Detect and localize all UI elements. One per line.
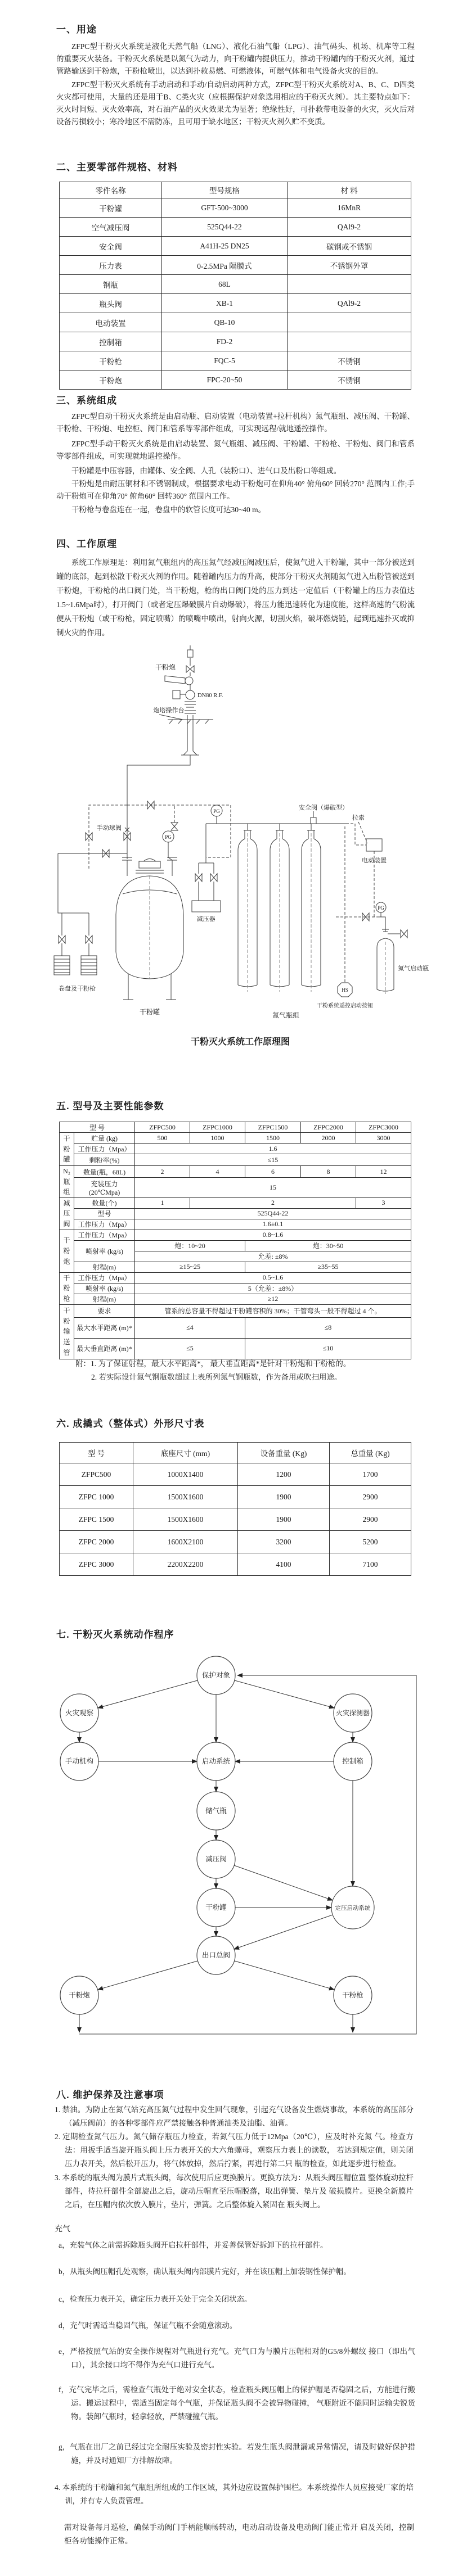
cell: 瓶头阀 [60,294,162,313]
table-row [60,370,411,390]
node-protected-object: 保护对象 [201,1671,231,1679]
action-sequence-flowchart [53,1650,436,2047]
cell: QAl9-2 [288,294,411,313]
electric-device-label: 电动装置 [362,857,387,864]
cell: 5200 [330,1531,411,1553]
cell: QAl9-2 [288,218,411,237]
cell: 2900 [330,1508,411,1531]
cell: 7100 [330,1553,411,1576]
cell: ≤4 [135,1317,245,1338]
group-n2: N₂瓶组 [60,1166,74,1198]
cell: 炮：10~20 [135,1240,245,1251]
row-label: 工作压力（Mpa） [74,1272,135,1283]
pg1-label: PG [165,834,172,840]
cell: 压力表 [60,256,162,275]
cell: 525Q44-22 [135,1208,411,1219]
cell: 0.8~1.6 [135,1230,411,1240]
item-letter: a， [59,2241,70,2249]
row-label: 射程(m) [74,1294,135,1304]
table-row [60,1272,411,1283]
cell: 1.6±0.1 [135,1219,411,1230]
row-label: 工作压力（Mpa） [74,1230,135,1240]
reel-gun-label: 卷盘及干粉枪 [59,986,96,992]
table-row [60,1508,411,1531]
charging-item-e [59,2345,415,2372]
cell: ≥15~25 [135,1262,245,1272]
cell: ≥12 [135,1294,411,1304]
item-text: 充气完毕之后，需检查气瓶处于绝对安全状态，检查瓶头阀压帽上的保护帽是否稳固之后，方能进行搬运。搬运过程中，需适当固定每个气瓶，并保证瓶头阀不会被异物碰撞， 气瓶附近不能同时运输尖锐货物。装卸气瓶时，轻拿轻放，严禁碰撞气瓶。 [69,2385,416,2421]
item-letter: c， [59,2295,70,2303]
n2-group-label: 氮气瓶组 [272,1011,300,1019]
row-label: 型号 [74,1208,135,1219]
col-equipment-weight: 设备重量 (Kg) [238,1443,330,1463]
node-manual-mechanism: 手动机构 [65,1757,94,1765]
node-powder-cannon: 干粉炮 [69,1991,90,1999]
item-letter: f， [59,2385,69,2394]
cell: 1000X1400 [133,1463,238,1486]
table-row [60,1133,411,1144]
charging-item-d [59,2319,415,2333]
cell: 炮：30~50 [245,1240,411,1251]
node-constant-pressure-start: 定压启动系统 [335,1905,371,1911]
item-text: 充气时需适当稳固气瓶，保证气瓶不会随意滚动。 [70,2321,237,2330]
cell: 1600X2100 [133,1531,238,1553]
group-pipe: 干粉输送管 [60,1304,74,1359]
table-row [60,1317,411,1338]
col-total-weight: 总重量 (Kg) [330,1443,411,1463]
cell: ≤10 [245,1338,411,1359]
cell: 0-2.5MPa 隔膜式 [162,256,288,275]
reducer-symbol [192,824,221,912]
cell: GFT-500~3000 [162,198,288,218]
table-row [60,1294,411,1304]
cell: 2000 [301,1133,356,1144]
cell: ZFPC 1000 [60,1486,133,1508]
cell: QB-10 [162,313,288,332]
node-start-system: 启动系统 [201,1757,231,1765]
row-label: 工作压力（Mpa） [74,1219,135,1230]
table-note-1: 附：1. 为了保证射程，最大水平距离*， 最大垂直距离*是针对干粉炮和干粉枪的。 [75,1359,351,1368]
table-note-2: 2. 若实际设计氮气钢瓶数超过上表所列氮气钢瓶数，作为备用或吹扫用途。 [91,1373,342,1381]
table-row [60,1197,411,1208]
model-header: 型 号 [60,1122,135,1133]
node-reducing-valve: 减压阀 [205,1855,227,1863]
model-col: ZFPC2000 [301,1122,356,1133]
group-cannon: 干粉炮 [60,1230,74,1272]
charging-subheading: 充气 [55,2225,70,2234]
table-row [60,332,411,351]
section-3-heading: 三、系统组成 [56,395,117,406]
charging-item-a [59,2239,415,2252]
item-letter: g， [59,2443,70,2451]
maintenance-item-2 [55,2130,414,2171]
final-paragraph: 需对设备每月巡检，确保手动阀门手柄能顺畅转动，电动启动设备及电动阀门能正常开 启及关闭，控制柜各功能操作正常。 [64,2523,414,2545]
row-label: 工作压力（Mpa） [74,1144,135,1154]
section-3-paragraph-4: 干粉炮是由耐压铜材和不锈钢制成，根据要求电动干粉炮可在仰角40° 俯角60° 回转270° 范围内工作;手动干粉炮可在仰角70° 俯角60° 回转360° 范围内工作。 [56,480,415,500]
charging-item-c [59,2293,415,2306]
maintenance-item-4 [55,2481,414,2508]
cell: ≤15 [135,1154,411,1166]
cell: 不锈钢外罩 [288,256,411,275]
cell: 1700 [330,1463,411,1486]
item-text: 检查压力表开关，确定压力表开关处于完全关闭状态。 [69,2295,252,2303]
table-row [60,1553,411,1576]
cell: 4100 [238,1553,330,1576]
cell: ZFPC500 [60,1463,133,1486]
cell [288,275,411,294]
section-3-paragraph-3: 干粉罐是中压容器，由罐体、安全阀、人孔（装粉口）、进气口及出粉口等组成。 [71,467,342,475]
table-row [60,1240,411,1251]
section-1-paragraph-2: ZFPC型干粉灭火系统有手动启动和手动/自动启动两种方式，ZFPC型干粉灭火系统对A、B、C、D四类火灾都可使用，大量的还是用于B、C类火灾（应根据保护对象选用相应的干粉灭火剂）。其主要特点如下：灭火时间短、灭火效率高，对石油产品的灭火效果尤为显著；绝缘性好，可扑救带电设备的火灾，灭火后对设备污损较小；寒冷地区不需防冻，且可用于缺水地区；干粉灭火剂久贮不变质。 [56,80,415,126]
row-label: 数量(个) [74,1197,135,1208]
cell: ZFPC 3000 [60,1553,133,1576]
working-principle-diagram [53,641,436,1051]
safety-valve-label: 安全阀（爆破型） [299,805,348,811]
item-letter: e， [59,2347,70,2356]
section-4-paragraph-1: 系统工作原理是：利用氮气瓶组内的高压氮气经减压阀减压后，使氮气进入干粉罐，其中一部分被送到罐的底部，起到松散干粉灭火剂的作用。随着罐内压力的升高，使部分干粉灭火剂随氮气进入出粉管被送到干粉炮，干粉枪的出口阀门处，当干粉炮，枪的出口阀门处的压力到达一定值后（干粉罐上的压力表值达1.5~1.6Mpa时），打开阀门（或者定压爆破膜片自动爆破），将压力能迅速转化为速度能，这样高速的气粉流便从干粉炮（或干粉枪，固定喷嘴）的喷嘴中喷出，射向火源，切割火焰，破坏燃烧链，起到迅速扑灭或抑制火灾的作用。 [56,558,415,637]
cell: 1500 [245,1133,301,1144]
cell: 1500X1600 [133,1508,238,1531]
model-col: ZFPC500 [135,1122,190,1133]
group-valve: 减压阀 [60,1197,74,1230]
table-row [60,275,411,294]
cell: 不锈钢 [288,351,411,370]
powder-tank-symbol [116,857,183,1000]
cell: ZFPC 1500 [60,1508,133,1531]
col-part-name: 零件名称 [60,182,162,198]
charging-item-f [59,2383,415,2424]
table-row [60,1486,411,1508]
table-row [60,1338,411,1359]
table-row [60,1166,411,1178]
table-row [60,1230,411,1240]
cell: 干粉罐 [60,198,162,218]
item-text: 严格按照气站的安全操作规程对气瓶进行充气。充气口为与膜片压帽相对的G5/8外螺纹 接口（即出气口），其余接口均不得作为充气口进行充气。 [70,2347,416,2369]
section-3-paragraph-5: 干粉枪与卷盘连在一起，卷盘中的软管长度可达30~40 m。 [71,505,266,514]
cell: ≤5 [135,1338,245,1359]
section-1-paragraph-1: ZFPC型干粉灭火系统是液化天然气船（LNG）、液化石油气船（LPG）、油气码头、机场、机库等工程的重要灭火装备。干粉灭火系统是以氮气为动力，向干粉罐内提供压力，推动干粉罐内的干粉灭火剂，通过管路输送到干粉炮，干粉枪喷出，以达到扑救易燃、可燃液体，可燃气体和电气设备火灾的目的。 [56,42,415,75]
item-letter: d， [59,2321,70,2330]
cell: 15 [135,1178,411,1198]
control-lines [58,801,231,869]
cell: 管系的总容量不得超过干粉罐容积的 30%；干管弯头一般不得超过 4 个。 [135,1304,411,1317]
table-row [60,1208,411,1219]
cell: 电动装置 [60,313,162,332]
node-outlet-main-valve: 出口总阀 [201,1951,231,1959]
cell: 1200 [238,1463,330,1486]
cell: 1 [135,1197,190,1208]
cell: 3200 [238,1531,330,1553]
cell: 1.6 [135,1144,411,1154]
item-number: 4. [55,2483,61,2492]
cell: 500 [135,1133,190,1144]
row-label: 贮量 (kg) [74,1133,135,1144]
cell: XB-1 [162,294,288,313]
row-label: 射程(m) [74,1262,135,1272]
cell: 8 [301,1166,356,1178]
col-model: 型 号 [60,1443,133,1463]
section-8-heading: 八. 维护保养及注意事项 [56,2090,164,2100]
node-fire-observe: 火灾观察 [65,1709,94,1717]
table-row [60,256,411,275]
section-3-paragraph-2: ZFPC型手动干粉灭火系统是由启动装置、氮气瓶组、减压阀、干粉罐、干粉枪、干粉炮、阀门和管系等零部件组成，可实现就地遥控操作。 [56,440,415,460]
diagram-caption: 干粉灭火系统工作原理图 [190,1037,290,1047]
cell: 干粉枪 [60,351,162,370]
table-row [60,1463,411,1486]
reel-and-gun-symbol [54,853,97,975]
model-col: ZFPC3000 [356,1122,411,1133]
cell: 3 [356,1197,411,1208]
section-4-heading: 四、工作原理 [56,539,117,549]
model-col: ZFPC1500 [245,1122,301,1133]
cell: 5（允差：±8%） [135,1283,411,1294]
row-label: 数量(瓶，68L) [74,1166,135,1178]
row-label: 最大水平距离 (m)* [74,1317,135,1338]
dimension-table [59,1442,411,1576]
n2-start-bottle-label: 氮气启动瓶 [398,965,429,972]
maintenance-item-1 [55,2103,414,2130]
n2-cylinder-group-symbol [238,824,321,992]
table-header-row [60,1443,411,1463]
group-tank: 干粉罐 [60,1133,74,1166]
section-5-heading: 五. 型号及主要性能参数 [56,1101,164,1111]
table-header-row [60,182,411,198]
cell: 允差: ±8% [135,1251,411,1262]
item-text: 从瓶头阀压帽孔处观察，确认瓶头阀内部膜片完好，并在该压帽上加装钢性保护帽。 [70,2267,351,2276]
cell: FD-2 [162,332,288,351]
tank-label: 干粉罐 [139,1008,160,1016]
cell: ≥35~55 [245,1262,411,1272]
cell: 2 [135,1166,190,1178]
section-6-heading: 六. 成撬式（整体式）外形尺寸表 [56,1418,205,1429]
cell: 2200X2200 [133,1553,238,1576]
cell: FQC-5 [162,351,288,370]
node-powder-tank: 干粉罐 [205,1904,227,1911]
manual-ball-valve-label: 手动球阀 [97,825,122,831]
section-3-paragraph-1: ZFPC型自动干粉灭火系统是由启动瓶、启动装置（电动装置+拉杆机构）氮气瓶组、减压阀、干粉罐、干粉枪、干粉炮、电控柜、阀门和管系等零部件组成，可实现远程/就地遥控操作。 [56,412,415,433]
cell: 1000 [190,1133,245,1144]
cell [288,332,411,351]
cell: 2900 [330,1486,411,1508]
dry-powder-cannon-symbol [159,645,213,755]
table-row [60,313,411,332]
cell: 12 [356,1166,411,1178]
table-row [60,1219,411,1230]
item-text: 定期检查氮气压力。氮气储存瓶压力检查，若氮气压力低于12Mpa（20℃），应及时补充氮 气。检查方法：用扳手适当旋开瓶头阀上压力表开关的大六角螺母，观察压力表上的读数， 若达到规定值，则关闭压力表开关，然后松开压力，将气体放掉，然后拧紧，再进行第二只 瓶的检查，如此逐步进行检查。 [62,2132,414,2168]
node-powder-gun: 干粉枪 [342,1991,363,1999]
node-fire-detector: 火灾探测器 [335,1709,370,1717]
cell: 6 [245,1166,301,1178]
table-row [60,1262,411,1272]
cell: 安全阀 [60,237,162,256]
performance-table [59,1122,411,1359]
main-powder-pipe [124,755,190,859]
section-1-heading: 一、用途 [56,24,97,35]
item-text: 充装气体之前需拆除瓶头阀开启拉杆部件，并妥善保管好拆卸下的拉杆部件。 [69,2241,328,2249]
pg3-label: PG [378,905,384,911]
table-row [60,1144,411,1154]
cell: 2 [190,1197,356,1208]
cell: 1900 [238,1508,330,1531]
maintenance-item-3 [55,2171,414,2212]
item-text: 本系统的瓶头阀为膜片式瓶头阀，每次使用后应更换膜片。更换方法为：从瓶头阀压帽位置 整体旋动拉杆部件，待拉杆部件全部旋出之后，旋动压帽直至压帽脱落，取出弹簧、垫片及 破损膜片。更换全新膜片之后，在压帽内依次放入膜片，垫片，弹簧。之后整体旋入紧固在 瓶头阀上。 [62,2173,414,2209]
pg2-label: PG [213,808,220,814]
table-row [60,294,411,313]
cell: 3000 [356,1133,411,1144]
item-text: 本系统的干粉罐和氮气瓶组所组成的工作区域，其外边应设置保护围栏。本系统操作人员应接受厂家的培训，并有专人负责管理。 [62,2483,414,2505]
row-label: 最大垂直距离 (m)* [74,1338,135,1359]
reducer-label: 减压器 [196,916,215,923]
row-label: 要求 [74,1304,135,1317]
cell: 碳钢或不锈钢 [288,237,411,256]
cell: 525Q44-22 [162,218,288,237]
electric-device-symbol [346,822,382,917]
cell: 0.5~1.6 [135,1272,411,1283]
section-2-heading: 二、主要零部件规格、材料 [56,162,178,173]
remote-button-label: 干粉系统遥控启动按钮 [317,1003,373,1009]
col-material: 材 料 [288,182,411,198]
platform-label: 炮塔操作台 [153,707,185,714]
table-row [60,218,411,237]
col-model-spec: 型号规格 [162,182,288,198]
cell: 1500X1600 [133,1486,238,1508]
row-label: 喷射率 (kg/s) [74,1240,135,1262]
row-label: 喷射率 (kg/s) [74,1283,135,1294]
item-text: 气瓶在出厂之前已经过完全耐压实验及密封性实验。若发生瓶头阀泄漏或异常情况，请及时做好保护措施，并及时通知厂方排解故障。 [70,2443,416,2465]
cell: FPC-20~50 [162,370,288,390]
charging-item-g [59,2441,415,2467]
table-row [60,1304,411,1317]
item-number: 1. [55,2105,61,2114]
manifold-line [206,811,346,824]
cell: A41H-25 DN25 [162,237,288,256]
row-label: 剩粉率(%) [74,1154,135,1166]
model-col: ZFPC1000 [190,1122,245,1133]
cell: 控制箱 [60,332,162,351]
dn80-label: DN80 R.F. [197,693,223,699]
table-row [60,351,411,370]
cell: 4 [190,1166,245,1178]
cell: 干粉炮 [60,370,162,390]
cell: ZFPC 2000 [60,1531,133,1553]
cell: 1900 [238,1486,330,1508]
item-letter: b， [59,2267,70,2276]
cannon-label: 干粉炮 [155,663,176,671]
cell: ≤8 [245,1317,411,1338]
charging-item-b [59,2265,415,2279]
group-gun: 干粉枪 [60,1272,74,1304]
cell [288,313,411,332]
table-row [60,1283,411,1294]
col-base-size: 底座尺寸 (mm) [133,1443,238,1463]
cell: 不锈钢 [288,370,411,390]
node-gas-bottle: 储气瓶 [205,1807,227,1815]
n2-start-bottle-symbol [336,902,407,994]
cell: 钢瓶 [60,275,162,294]
cable-label: 拉索 [352,815,365,821]
table-header-row [60,1122,411,1133]
flowchart-arrows [79,1675,416,2034]
table-row [60,198,411,218]
flowchart-nodes [60,1656,374,2014]
cell: 空气减压阀 [60,218,162,237]
table-row [60,1531,411,1553]
table-row [60,237,411,256]
hs-label: HS [342,987,348,993]
node-control-box: 控制箱 [342,1757,363,1765]
item-number: 2. [55,2132,61,2141]
remote-start-button-symbol [338,826,352,997]
row-label: 充装压力 (20℃Mpa) [74,1178,135,1198]
parts-spec-table [59,182,411,390]
cell: 16MnR [288,198,411,218]
pressure-gauge-2 [211,805,222,824]
cell: 68L [162,275,288,294]
section-7-heading: 七. 干粉灭火系统动作程序 [56,1629,174,1640]
item-number: 3. [55,2173,61,2182]
item-text: 禁油。为防止在氮气站充高压氮气过程中发生回气现象，引起充气设备发生燃烧事故，本系统的高压部分（减压阀前）的各种零部件应严禁接触各种普通油类及油脂、油膏。 [62,2105,414,2127]
table-row [60,1178,411,1198]
table-row [60,1154,411,1166]
